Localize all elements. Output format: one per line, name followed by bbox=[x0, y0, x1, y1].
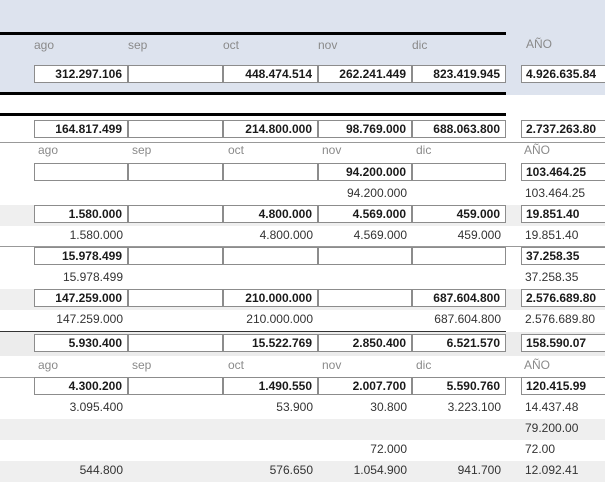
cell-sep bbox=[128, 226, 223, 244]
cell-dic[interactable]: 688.063.800 bbox=[412, 120, 506, 138]
cell-sep bbox=[128, 461, 223, 479]
cell-ago: 15.978.499 bbox=[62, 270, 123, 284]
cell-dic bbox=[412, 184, 506, 202]
header-year: AÑO bbox=[524, 358, 551, 372]
header-nov: nov bbox=[318, 38, 338, 52]
cell-year-total[interactable]: 4.926.635.84 bbox=[521, 65, 605, 83]
cell-dic[interactable]: 687.604.800 bbox=[412, 289, 506, 307]
cell-nov[interactable] bbox=[318, 289, 412, 307]
cell-sep[interactable] bbox=[128, 334, 223, 352]
cell-year-total: 103.464.25 bbox=[525, 186, 586, 200]
cell-oct[interactable]: 1.490.550 bbox=[223, 377, 318, 395]
cell-nov bbox=[318, 310, 412, 328]
cell-nov[interactable]: 94.200.000 bbox=[318, 163, 412, 181]
cell-year-total: 2.576.689.80 bbox=[525, 312, 596, 326]
cell-nov: 4.569.000 bbox=[353, 228, 407, 242]
cell-ago[interactable]: 4.300.200 bbox=[34, 377, 128, 395]
cell-sep[interactable] bbox=[128, 120, 223, 138]
row-line-1 bbox=[0, 142, 605, 143]
cell-year-total: 37.258.35 bbox=[525, 270, 579, 284]
cell-ago: 1.580.000 bbox=[69, 228, 123, 242]
cell-sep bbox=[128, 419, 223, 437]
cell-dic[interactable]: 823.419.945 bbox=[412, 65, 506, 83]
cell-year-total[interactable]: 2.576.689.80 bbox=[521, 289, 605, 307]
cell-dic[interactable]: 459.000 bbox=[412, 205, 506, 223]
cell-ago[interactable]: 147.259.000 bbox=[34, 289, 128, 307]
cell-year-total[interactable]: 158.590.07 bbox=[521, 334, 605, 352]
cell-year-total[interactable]: 120.415.99 bbox=[521, 377, 605, 395]
cell-oct[interactable]: 214.800.000 bbox=[223, 120, 318, 138]
header-year: AÑO bbox=[526, 37, 553, 51]
cell-ago[interactable]: 164.817.499 bbox=[34, 120, 128, 138]
cell-nov[interactable]: 4.569.000 bbox=[318, 205, 412, 223]
cell-ago: 544.800 bbox=[79, 463, 123, 477]
cell-ago bbox=[34, 419, 128, 437]
cell-nov[interactable]: 262.241.449 bbox=[318, 65, 412, 83]
cell-sep[interactable] bbox=[128, 377, 223, 395]
cell-oct[interactable]: 15.522.769 bbox=[223, 334, 318, 352]
cell-nov[interactable]: 2.007.700 bbox=[318, 377, 412, 395]
cell-dic[interactable] bbox=[412, 247, 506, 265]
cell-oct[interactable]: 4.800.000 bbox=[223, 205, 318, 223]
cell-oct: 576.650 bbox=[269, 463, 313, 477]
cell-ago bbox=[34, 184, 128, 202]
cell-oct[interactable]: 210.000.000 bbox=[223, 289, 318, 307]
cell-oct: 210.000.000 bbox=[246, 312, 313, 326]
cell-oct: 4.800.000 bbox=[259, 228, 313, 242]
cell-dic: 687.604.800 bbox=[434, 312, 501, 326]
header-nov: nov bbox=[322, 143, 342, 157]
cell-dic[interactable]: 5.590.760 bbox=[412, 377, 506, 395]
cell-nov bbox=[318, 268, 412, 286]
cell-year-total: 12.092.41 bbox=[525, 463, 579, 477]
header-dic: dic bbox=[416, 358, 432, 372]
cell-sep[interactable] bbox=[128, 289, 223, 307]
cell-oct[interactable]: 448.474.514 bbox=[223, 65, 318, 83]
cell-dic bbox=[412, 268, 506, 286]
cell-year-total: 14.437.48 bbox=[525, 400, 579, 414]
cell-sep bbox=[128, 440, 223, 458]
header-ago: ago bbox=[34, 38, 55, 52]
cell-ago: 3.095.400 bbox=[69, 400, 123, 414]
cell-dic[interactable]: 6.521.570 bbox=[412, 334, 506, 352]
blank-band bbox=[0, 95, 605, 115]
cell-oct[interactable] bbox=[223, 247, 318, 265]
cell-ago[interactable]: 1.580.000 bbox=[34, 205, 128, 223]
cell-year-total: 79.200.00 bbox=[525, 421, 579, 435]
header-oct: oct bbox=[228, 358, 245, 372]
cell-sep bbox=[128, 184, 223, 202]
cell-nov bbox=[318, 419, 412, 437]
header-sep: sep bbox=[132, 143, 152, 157]
header-year: AÑO bbox=[524, 143, 551, 157]
cell-sep[interactable] bbox=[128, 205, 223, 223]
cell-ago[interactable]: 5.930.400 bbox=[34, 334, 128, 352]
cell-dic: 941.700 bbox=[457, 463, 501, 477]
header-dic: dic bbox=[412, 38, 428, 52]
header-dic: dic bbox=[416, 143, 432, 157]
header-nov: nov bbox=[322, 358, 342, 372]
cell-oct bbox=[223, 419, 318, 437]
cell-sep bbox=[128, 268, 223, 286]
header-ago: ago bbox=[38, 143, 59, 157]
mid-rule bbox=[0, 92, 506, 95]
cell-nov[interactable]: 98.769.000 bbox=[318, 120, 412, 138]
cell-ago[interactable]: 312.297.106 bbox=[34, 65, 128, 83]
header-sep: sep bbox=[132, 358, 152, 372]
cell-year-total[interactable]: 37.258.35 bbox=[521, 247, 605, 265]
cell-nov: 94.200.000 bbox=[346, 186, 407, 200]
cell-year-total[interactable]: 2.737.263.80 bbox=[521, 120, 605, 138]
cell-year-total[interactable]: 19.851.40 bbox=[521, 205, 605, 223]
cell-sep bbox=[128, 398, 223, 416]
cell-oct: 53.900 bbox=[276, 400, 313, 414]
cell-nov[interactable] bbox=[318, 247, 412, 265]
cell-oct bbox=[223, 268, 318, 286]
cell-ago: 147.259.000 bbox=[56, 312, 123, 326]
cell-ago[interactable]: 15.978.499 bbox=[34, 247, 128, 265]
cell-year-total: 19.851.40 bbox=[525, 228, 579, 242]
cell-dic bbox=[412, 419, 506, 437]
cell-dic[interactable] bbox=[412, 163, 506, 181]
cell-year-total: 72.00 bbox=[525, 442, 556, 456]
cell-nov[interactable]: 2.850.400 bbox=[318, 334, 412, 352]
header-ago: ago bbox=[38, 358, 59, 372]
cell-dic bbox=[412, 440, 506, 458]
cell-nov: 30.800 bbox=[370, 400, 407, 414]
cell-nov: 72.000 bbox=[370, 442, 407, 456]
section-top-line bbox=[0, 331, 506, 332]
cell-oct bbox=[223, 440, 318, 458]
cell-ago[interactable] bbox=[34, 163, 128, 181]
cell-oct bbox=[223, 184, 318, 202]
header-sep: sep bbox=[128, 38, 148, 52]
cell-sep[interactable] bbox=[128, 65, 223, 83]
cell-year-total[interactable]: 103.464.25 bbox=[521, 163, 605, 181]
top-rule bbox=[0, 32, 506, 35]
header-oct: oct bbox=[228, 143, 245, 157]
cell-dic: 459.000 bbox=[457, 228, 501, 242]
cell-nov: 1.054.900 bbox=[353, 463, 407, 477]
cell-sep[interactable] bbox=[128, 247, 223, 265]
cell-sep[interactable] bbox=[128, 163, 223, 181]
cell-dic: 3.223.100 bbox=[447, 400, 501, 414]
section-rule bbox=[0, 113, 506, 116]
header-oct: oct bbox=[223, 38, 240, 52]
cell-oct[interactable] bbox=[223, 163, 318, 181]
cell-sep bbox=[128, 310, 223, 328]
cell-ago bbox=[34, 440, 128, 458]
